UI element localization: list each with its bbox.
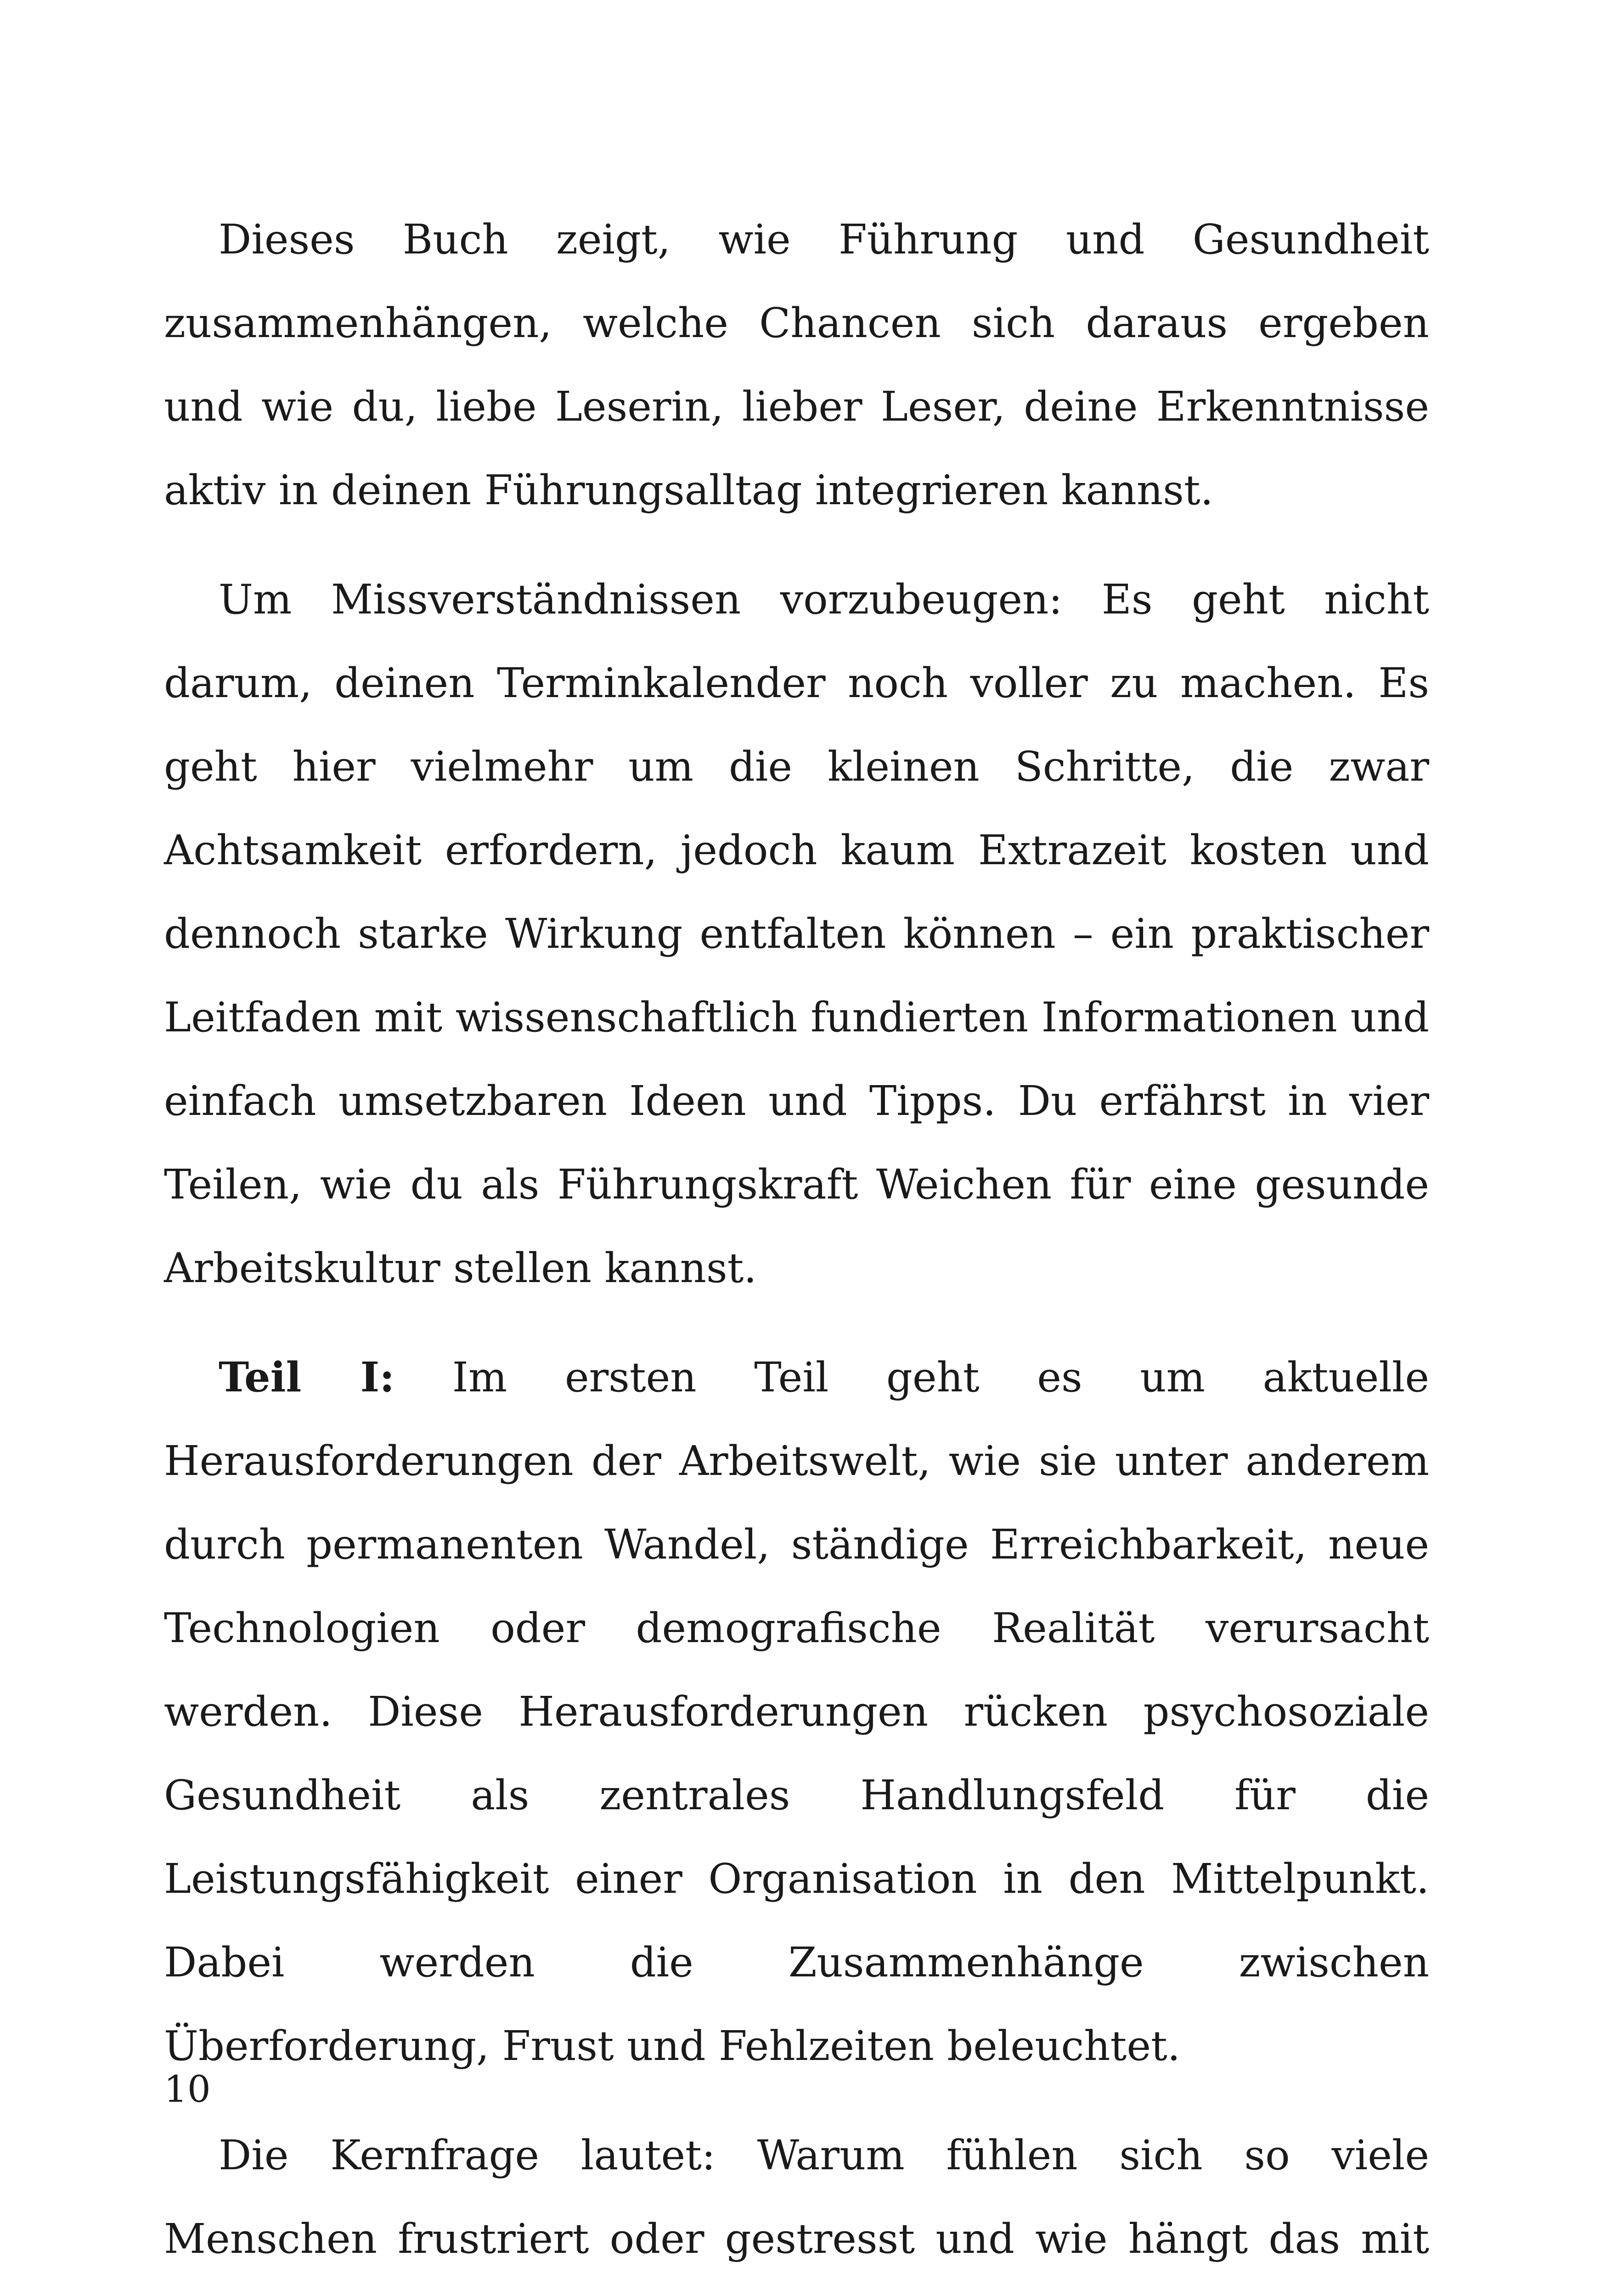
paragraph-text: Dieses Buch zeigt, wie Führung und Gesundheit zusammenhängen, welche Chancen sich daraus ergeben und wie du, liebe Leserin, lieber Leser, deine Erkenntnisse aktiv in deinen Führungsalltag integrieren kannst. <box>164 215 1429 514</box>
page-number: 10 <box>164 2068 211 2110</box>
paragraph-text: Im ersten Teil geht es um aktuelle Herausforderungen der Arbeitswelt, wie sie unter anderem durch permanenten Wandel, ständige Erreichbarkeit, neue Technologien oder demografische Realität verursacht werden. Diese Herausforderungen rücken psychosoziale Gesundheit als zentrales Handlungsfeld für die Leistungsfähigkeit einer Organisation in den Mittelpunkt. Dabei werden die Zusammenhänge zwischen Überforderung, Frust und Fehlzeiten beleuchtet. <box>164 1353 1430 2070</box>
paragraph-text: Um Missverständnissen vorzubeugen: Es geht nicht darum, deinen Terminkalender noch voller zu machen. Es geht hier vielmehr um die kleinen Schritte, die zwar Achtsamkeit erfordern, jedoch kaum Extrazeit kosten und dennoch starke Wirkung entfalten können – ein praktischer Leitfaden mit wissenschaftlich fundierten Informationen und einfach umsetzbaren Ideen und Tipps. Du erfährst in vier Teilen, wie du als Führungskraft Weichen für eine gesunde Arbeitskultur stellen kannst. <box>164 575 1429 1292</box>
paragraph-intro <box>164 197 1429 532</box>
paragraph-lead: Teil I: <box>219 1353 395 1401</box>
body-text <box>164 197 1429 2296</box>
paragraph-core-question <box>164 2113 1429 2296</box>
paragraph-clarification <box>164 557 1429 1310</box>
paragraph-text: Die Kernfrage lautet: Warum fühlen sich so viele Menschen frustriert oder gestresst und wie hängt das mit <box>164 2131 1429 2262</box>
paragraph-part-one <box>164 1335 1429 2088</box>
